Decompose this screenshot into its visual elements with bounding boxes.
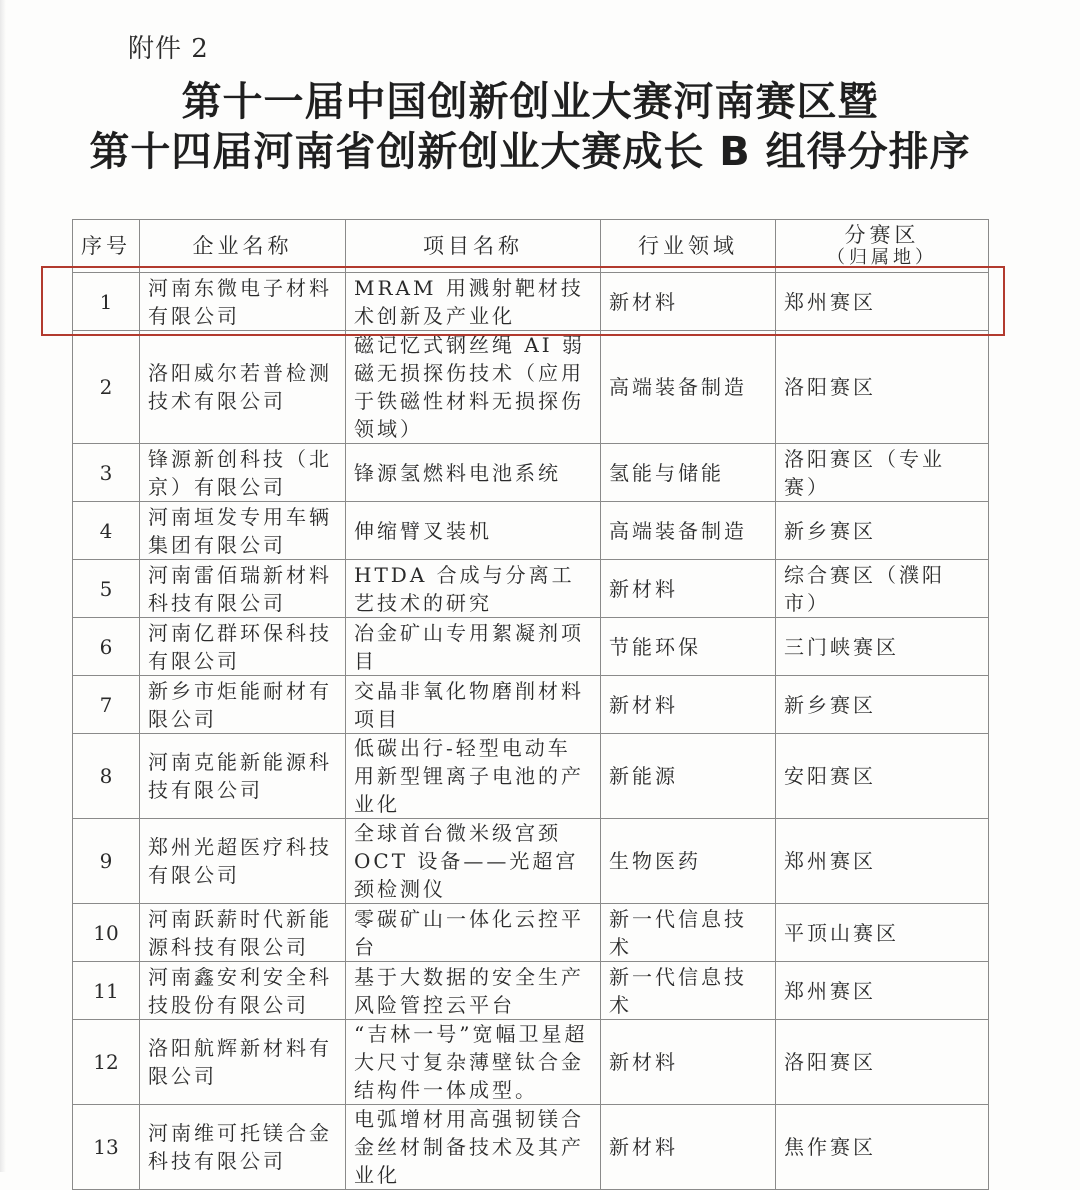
project-name: 磁记忆式钢丝绳 AI 弱磁无损探伤技术（应用于铁磁性材料无损探伤领域） xyxy=(346,331,601,444)
region-name: 综合赛区（濮阳市） xyxy=(776,560,989,618)
company-name: 河南鑫安利安全科技股份有限公司 xyxy=(140,962,346,1020)
table-row xyxy=(73,1105,989,1190)
row-number: 11 xyxy=(73,962,140,1020)
company-name: 河南垣发专用车辆集团有限公司 xyxy=(140,502,346,560)
table-row xyxy=(73,819,989,904)
company-name: 河南亿群环保科技有限公司 xyxy=(140,618,346,676)
header-region-sublabel: （归属地） xyxy=(827,247,937,268)
company-name: 河南维可托镁合金科技有限公司 xyxy=(140,1105,346,1190)
industry-field: 新材料 xyxy=(601,273,776,331)
project-name: 全球首台微米级宫颈 OCT 设备——光超宫颈检测仪 xyxy=(346,819,601,904)
project-name: 基于大数据的安全生产风险管控云平台 xyxy=(346,962,601,1020)
table-row xyxy=(73,331,989,444)
industry-field: 新一代信息技术 xyxy=(601,904,776,962)
header-region xyxy=(776,220,989,273)
project-name: 交晶非氧化物磨削材料项目 xyxy=(346,676,601,734)
table-row xyxy=(73,904,989,962)
row-number: 3 xyxy=(73,444,140,502)
industry-field: 高端装备制造 xyxy=(601,331,776,444)
document-title-line-1: 第十一届中国创新创业大赛河南赛区暨 xyxy=(181,79,879,125)
table-header-row xyxy=(73,220,989,273)
region-name: 洛阳赛区（专业赛） xyxy=(776,444,989,502)
industry-field: 新一代信息技术 xyxy=(601,962,776,1020)
region-name: 洛阳赛区 xyxy=(776,1020,989,1105)
region-name: 焦作赛区 xyxy=(776,1105,989,1190)
row-number: 4 xyxy=(73,502,140,560)
row-number: 2 xyxy=(73,331,140,444)
table-row xyxy=(73,560,989,618)
region-name: 新乡赛区 xyxy=(776,502,989,560)
ranking-table xyxy=(72,219,989,1190)
industry-field: 新材料 xyxy=(601,1105,776,1190)
company-name: 河南克能新能源科技有限公司 xyxy=(140,734,346,819)
industry-field: 生物医药 xyxy=(601,819,776,904)
company-name: 河南跃薪时代新能源科技有限公司 xyxy=(140,904,346,962)
region-name: 三门峡赛区 xyxy=(776,618,989,676)
header-region-label: 分赛区 xyxy=(844,223,920,247)
header-industry: 行业领域 xyxy=(601,220,776,273)
company-name: 河南东微电子材料有限公司 xyxy=(140,273,346,331)
company-name: 洛阳航辉新材料有限公司 xyxy=(140,1020,346,1105)
company-name: 洛阳威尔若普检测技术有限公司 xyxy=(140,331,346,444)
company-name: 郑州光超医疗科技有限公司 xyxy=(140,819,346,904)
project-name: 低碳出行-轻型电动车用新型锂离子电池的产业化 xyxy=(346,734,601,819)
industry-field: 新能源 xyxy=(601,734,776,819)
row-number: 5 xyxy=(73,560,140,618)
region-name: 洛阳赛区 xyxy=(776,331,989,444)
company-name: 新乡市炬能耐材有限公司 xyxy=(140,676,346,734)
region-name: 郑州赛区 xyxy=(776,962,989,1020)
project-name: “吉林一号”宽幅卫星超大尺寸复杂薄壁钛合金结构件一体成型。 xyxy=(346,1020,601,1105)
header-num: 序号 xyxy=(73,220,140,273)
industry-field: 新材料 xyxy=(601,560,776,618)
industry-field: 节能环保 xyxy=(601,618,776,676)
document-title-line-2: 第十四届河南省创新创业大赛成长 B 组得分排序 xyxy=(89,129,971,175)
table-row xyxy=(73,502,989,560)
project-name: 电弧增材用高强韧镁合金丝材制备技术及其产业化 xyxy=(346,1105,601,1190)
region-name: 新乡赛区 xyxy=(776,676,989,734)
row-number: 10 xyxy=(73,904,140,962)
industry-field: 新材料 xyxy=(601,676,776,734)
industry-field: 新材料 xyxy=(601,1020,776,1105)
row-number: 1 xyxy=(73,273,140,331)
row-number: 9 xyxy=(73,819,140,904)
region-name: 郑州赛区 xyxy=(776,819,989,904)
table-row xyxy=(73,618,989,676)
header-company: 企业名称 xyxy=(140,220,346,273)
table-row xyxy=(73,1020,989,1105)
company-name: 锋源新创科技（北京）有限公司 xyxy=(140,444,346,502)
table-row xyxy=(73,734,989,819)
table-row xyxy=(73,273,989,331)
project-name: 冶金矿山专用絮凝剂项目 xyxy=(346,618,601,676)
row-number: 12 xyxy=(73,1020,140,1105)
row-number: 13 xyxy=(73,1105,140,1190)
table-row xyxy=(73,962,989,1020)
project-name: 零碳矿山一体化云控平台 xyxy=(346,904,601,962)
table-row xyxy=(73,676,989,734)
attachment-label: 附件 2 xyxy=(128,34,209,64)
region-name: 安阳赛区 xyxy=(776,734,989,819)
header-project: 项目名称 xyxy=(346,220,601,273)
company-name: 河南雷佰瑞新材料科技有限公司 xyxy=(140,560,346,618)
row-number: 6 xyxy=(73,618,140,676)
region-name: 平顶山赛区 xyxy=(776,904,989,962)
table-body xyxy=(73,273,989,1190)
project-name: 锋源氢燃料电池系统 xyxy=(346,444,601,502)
project-name: HTDA 合成与分离工艺技术的研究 xyxy=(346,560,601,618)
row-number: 8 xyxy=(73,734,140,819)
industry-field: 氢能与储能 xyxy=(601,444,776,502)
project-name: 伸缩臂叉装机 xyxy=(346,502,601,560)
industry-field: 高端装备制造 xyxy=(601,502,776,560)
project-name: MRAM 用溅射靶材技术创新及产业化 xyxy=(346,273,601,331)
table-row xyxy=(73,444,989,502)
region-name: 郑州赛区 xyxy=(776,273,989,331)
row-number: 7 xyxy=(73,676,140,734)
